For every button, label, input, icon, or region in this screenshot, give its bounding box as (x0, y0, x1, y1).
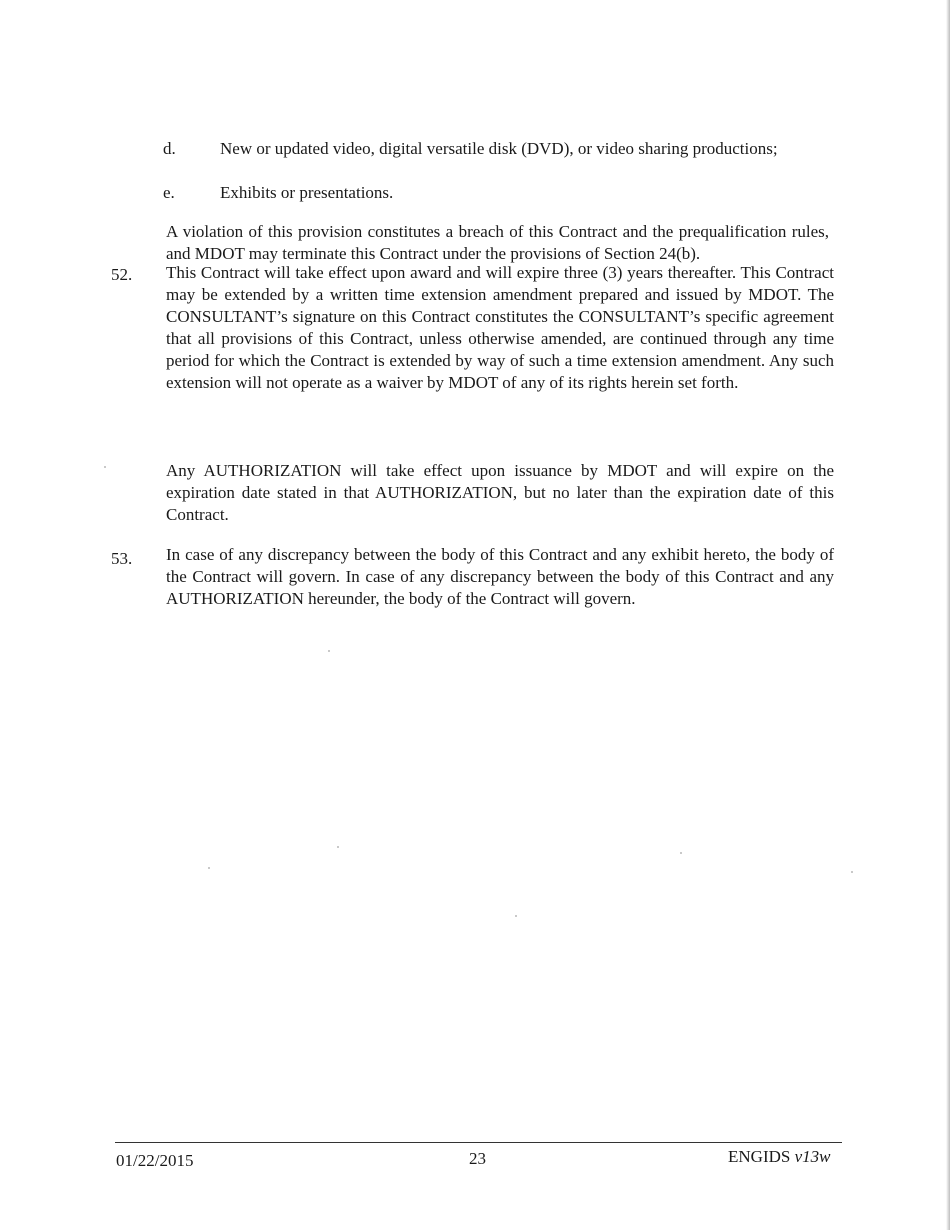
footer-rule (115, 1142, 842, 1143)
footer-version-code: v13w (794, 1147, 831, 1166)
section-number-53: 53. (111, 549, 133, 568)
footer-doc-id: ENGIDS (728, 1147, 791, 1166)
violation-paragraph: A violation of this provision constitutes a breach of this Contract and the prequalification rules, and MDOT may terminate this Contract under the provisions of Section 24(b). (166, 222, 829, 263)
scan-speck (208, 867, 210, 869)
list-item-letter: d. (163, 139, 176, 158)
scan-speck (104, 466, 106, 468)
scan-speck (851, 871, 853, 873)
scan-speck (328, 650, 330, 652)
section-number-52: 52. (111, 265, 133, 284)
footer-page-number: 23 (469, 1149, 486, 1168)
list-item-text: New or updated video, digital versatile disk (DVD), or video sharing productions; (220, 139, 778, 158)
list-item-letter: e. (163, 183, 175, 202)
footer-date: 01/22/2015 (116, 1151, 194, 1170)
list-item-text: Exhibits or presentations. (220, 183, 394, 202)
section-52-paragraph-1: This Contract will take effect upon award and will expire three (3) years thereafter. This Contract may be extended by a written time extension amendment prepared and issued by MDOT. The CONSULTANT’s signature on this Contract constitutes the CONSULTANT’s specific agreement that all provisions of this Contract, unless otherwise amended, are continued through any time period for which the Contract is extended by way of such a time extension amendment. Any such extension will not operate as a waiver by MDOT of any of its rights herein set forth. (166, 263, 834, 392)
scan-speck (515, 915, 517, 917)
scan-speck (337, 846, 339, 848)
footer-version (728, 1146, 830, 1168)
section-52-paragraph-2: Any AUTHORIZATION will take effect upon issuance by MDOT and will expire on the expiration date stated in that AUTHORIZATION, but no later than the expiration date of this Contract. (166, 461, 834, 524)
scan-edge (946, 0, 950, 1230)
scan-speck (680, 852, 682, 854)
section-53-paragraph: In case of any discrepancy between the body of this Contract and any exhibit hereto, the body of the Contract will govern. In case of any discrepancy between the body of this Contract and any AUTHORIZATION hereunder, the body of the Contract will govern. (166, 545, 834, 608)
